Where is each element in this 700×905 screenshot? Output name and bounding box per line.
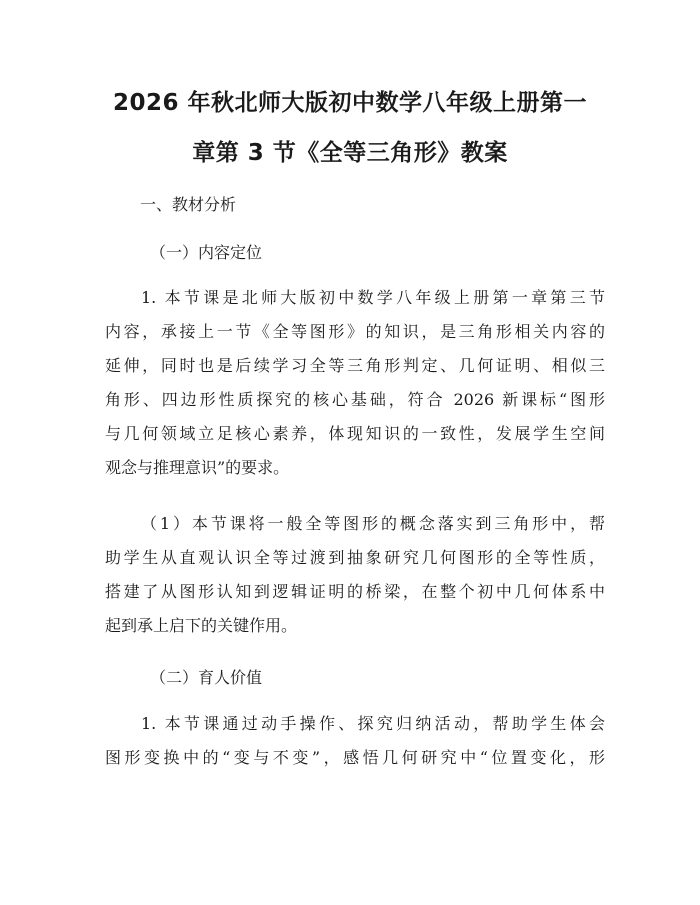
paragraph-2-line: 助学生从直观认识全等过渡到抽象研究几何图形的全等性质，: [105, 548, 605, 567]
paragraph-1-line: 内容，承接上一节《全等图形》的知识，是三角形相关内容的: [105, 322, 605, 341]
paragraph-2-line: （1）本节课将一般全等图形的概念落实到三角形中，帮: [141, 514, 605, 533]
paragraph-2-line: 搭建了从图形认知到逻辑证明的桥梁，在整个初中几何体系中: [105, 582, 605, 601]
paragraph-3-line: 图形变换中的“变与不变”，感悟几何研究中“位置变化，形: [105, 748, 605, 767]
paragraph-1: [105, 281, 605, 485]
paragraph-1-line: 延伸，同时也是后续学习全等三角形判定、几何证明、相似三: [105, 356, 605, 375]
section-heading-textbook-analysis: 一、教材分析: [140, 195, 237, 214]
paragraph-1-line: 与几何领域立足核心素养，体现知识的一致性，发展学生空间: [105, 424, 605, 443]
paragraph-1-line: 1. 本节课是北师大版初中数学八年级上册第一章第三节: [141, 288, 605, 307]
document-title-line-2: 章第 3 节《全等三角形》教案: [192, 140, 508, 166]
paragraph-1-line: 角形、四边形性质探究的核心基础，符合 2026 新课标“图形: [105, 390, 605, 409]
paragraph-3: [105, 707, 605, 775]
paragraph-1-line: 观念与推理意识”的要求。: [105, 458, 290, 477]
subsection-heading-educational-value: （二）育人价值: [150, 668, 263, 687]
document-title-line-1: 2026 年秋北师大版初中数学八年级上册第一: [112, 90, 588, 116]
paragraph-2: [105, 507, 605, 643]
paragraph-2-line: 起到承上启下的关键作用。: [105, 616, 298, 635]
subsection-heading-content-positioning: （一）内容定位: [150, 243, 263, 262]
paragraph-3-line: 1. 本节课通过动手操作、探究归纳活动，帮助学生体会: [141, 714, 605, 733]
